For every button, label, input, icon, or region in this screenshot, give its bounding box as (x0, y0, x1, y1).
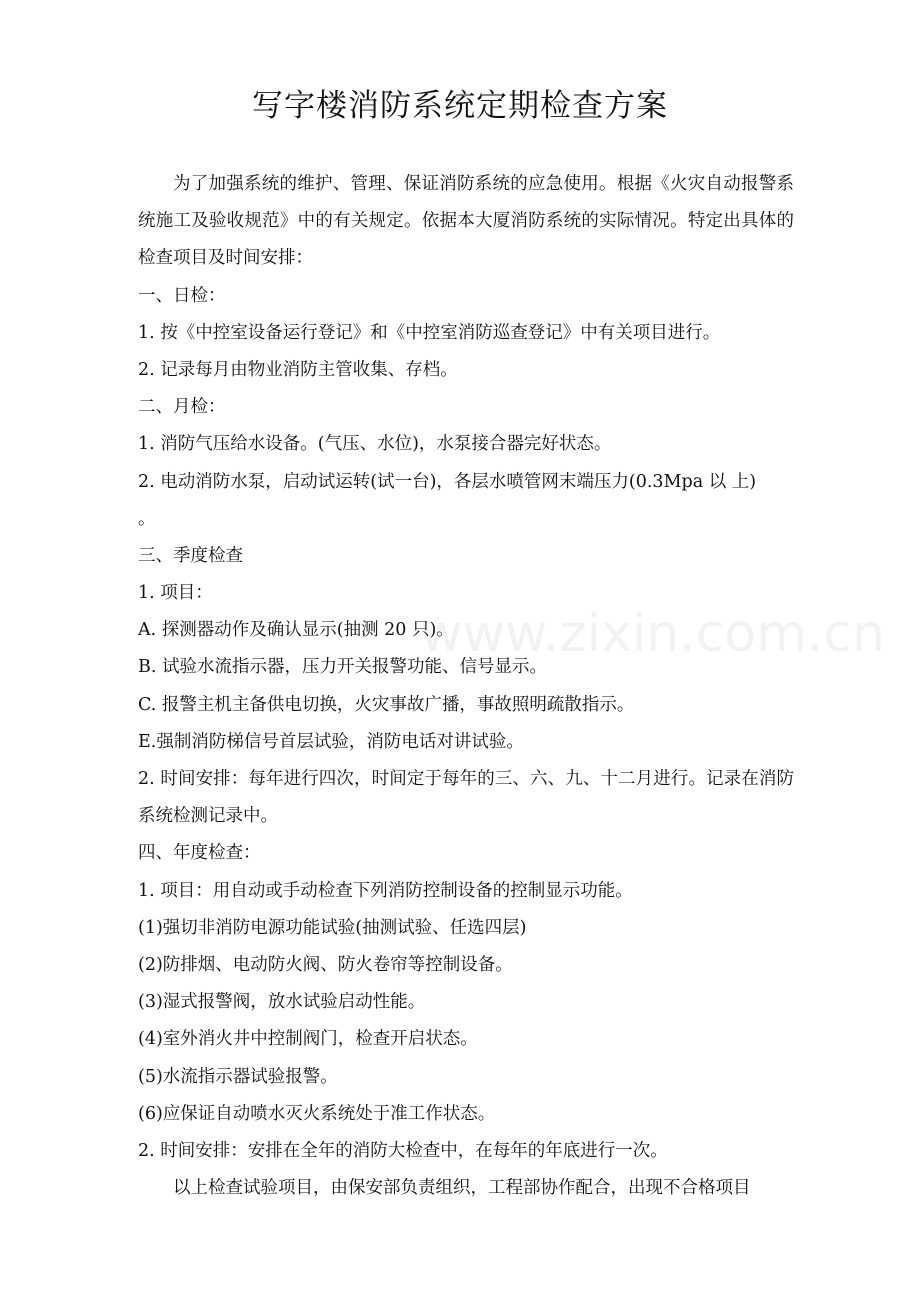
heading-daily-check: 一、日检： (138, 285, 226, 306)
heading-annual-check: 四、年度检查： (138, 843, 261, 864)
quarterly-schedule: 2. 时间安排：每年进行四次，时间定于每年的三、六、九、十二月进行。记录在消防系统检测记录中。 (138, 769, 794, 827)
quarterly-item-c: C. 报警主机主备供电切换，火灾事故广播，事故照明疏散指示。 (138, 694, 635, 715)
annual-items-label: 1. 项目：用自动或手动检查下列消防控制设备的控制显示功能。 (138, 880, 633, 901)
document-title: 写字楼消防系统定期检查方案 (252, 88, 668, 124)
intro-paragraph: 为了加强系统的维护、管理、保证消防系统的应急使用。根据《火灾自动报警系统施工及验收规范》中的有关规定。依据本大厦消防系统的实际情况。特定出具体的检查项目及时间安排： (138, 174, 794, 269)
annual-item-5: (5)水流指示器试验报警。 (138, 1066, 338, 1087)
annual-item-3: (3)湿式报警阀，放水试验启动性能。 (138, 992, 426, 1013)
closing-paragraph: 以上检查试验项目，由保安部负责组织，工程部协作配合，出现不合格项目 (173, 1178, 751, 1199)
document-body (138, 166, 794, 1207)
monthly-item-2: 2. 电动消防水泵，启动试运转(试一台)，各层水喷管网末端压力(0.3Mpa 以 上) (138, 471, 757, 492)
annual-item-4: (4)室外消火井中控制阀门，检查开启状态。 (138, 1029, 478, 1050)
annual-schedule: 2. 时间安排：安排在全年的消防大检查中，在每年的年底进行一次。 (138, 1140, 668, 1161)
quarterly-item-b: B. 试验水流指示器，压力开关报警功能、信号显示。 (138, 657, 547, 678)
monthly-item-2-end: 。 (138, 508, 156, 529)
watermark-text: www.zixin.com.cn (420, 604, 885, 664)
quarterly-item-e: E.强制消防梯信号首层试验，消防电话对讲试验。 (138, 731, 524, 752)
annual-item-1: (1)强切非消防电源功能试验(抽测试验、任选四层) (138, 917, 527, 938)
quarterly-item-a: A. 探测器动作及确认显示(抽测 20 只)。 (138, 620, 454, 641)
annual-item-2: (2)防排烟、电动防火阀、防火卷帘等控制设备。 (138, 955, 513, 976)
quarterly-items-label: 1. 项目： (138, 583, 213, 604)
heading-quarterly-check: 三、季度检查 (138, 545, 243, 566)
annual-item-6: (6)应保证自动喷水灭火系统处于准工作状态。 (138, 1103, 496, 1124)
daily-item-2: 2. 记录每月由物业消防主管收集、存档。 (138, 359, 458, 380)
heading-monthly-check: 二、月检： (138, 397, 226, 418)
daily-item-1: 1. 按《中控室设备运行登记》和《中控室消防巡查登记》中有关项目进行。 (138, 322, 721, 343)
monthly-item-1: 1. 消防气压给水设备。(气压、水位)，水泵接合器完好状态。 (138, 434, 612, 455)
